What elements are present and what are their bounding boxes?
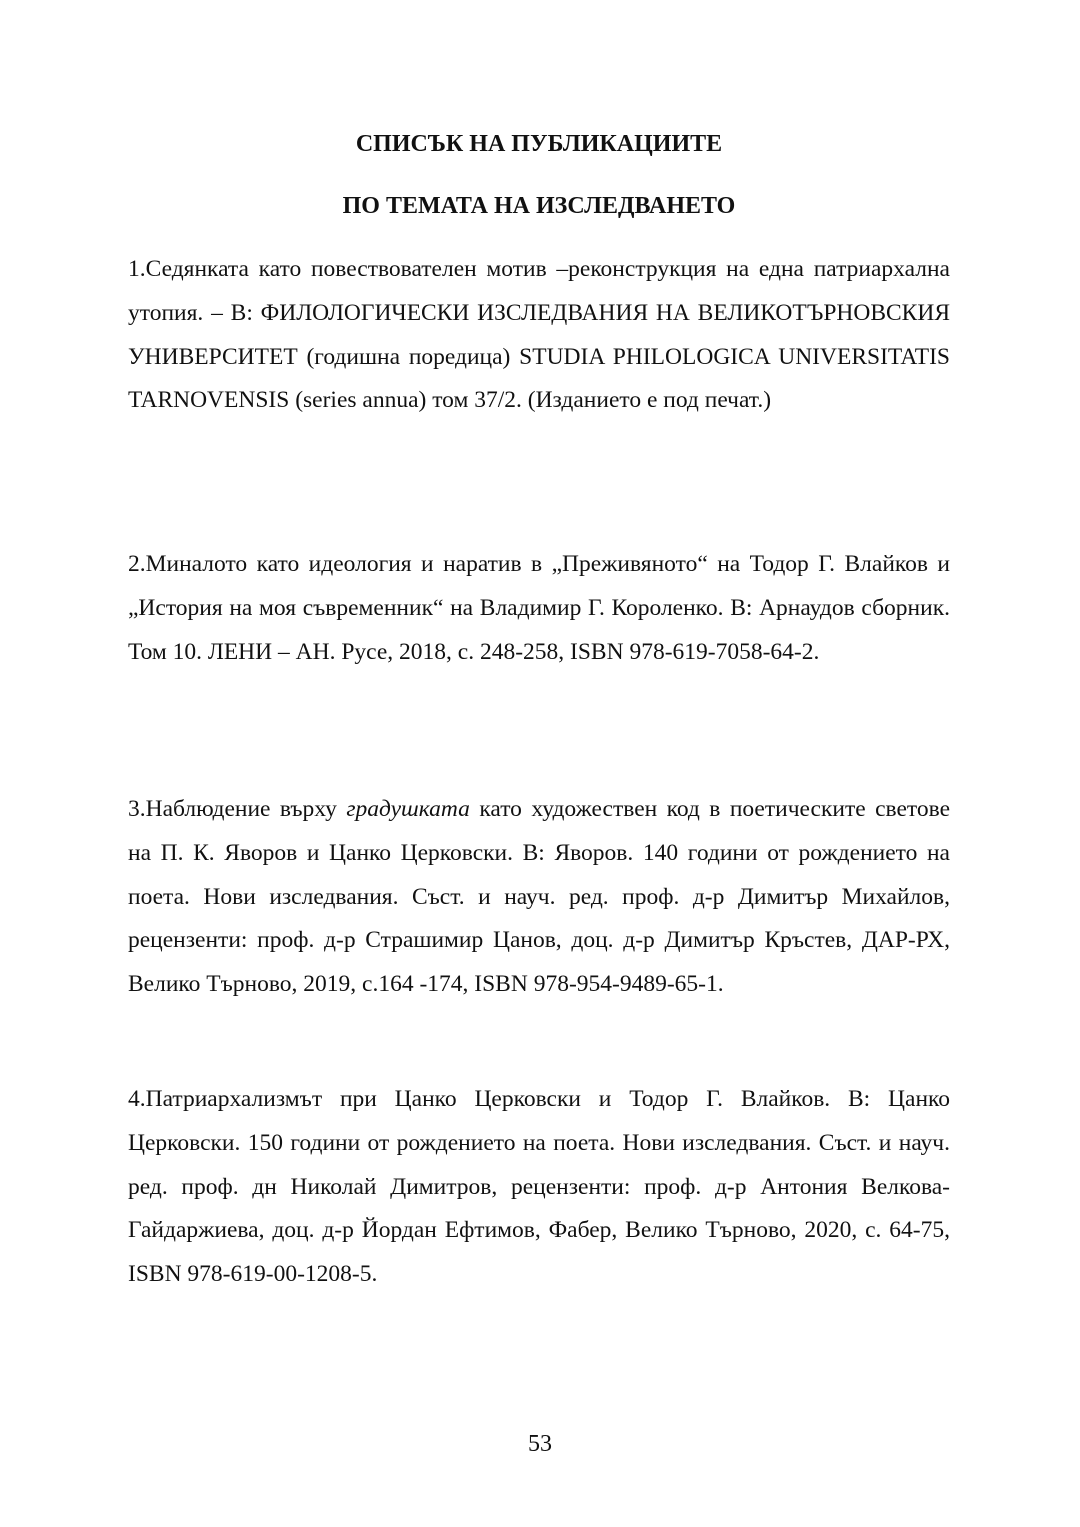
page-subtitle: ПО ТЕМАТА НА ИЗСЛЕДВАНЕТО xyxy=(342,193,736,219)
page-number: 53 xyxy=(528,1431,552,1457)
publication-entry-3-rest: като художествен код в поетическите светове на П. К. Яворов и Цанко Церковски. В: Яворов. 140 години от рождението на поета. Нови изследвания. Съст. и науч. ред. проф. д-р Димитър Михайлов, рецензенти: проф. д-р Страшимир Цанов, доц. д-р Димитър Кръстев, ДАР-РХ, Велико Търново, 2019, с.164 -174, ISBN 978-954-9489-65-1. xyxy=(128,796,951,998)
publication-entry-3 xyxy=(128,788,950,1007)
publication-entry-3-italic-term: градушката xyxy=(346,796,470,822)
publication-entry-4: 4.Патриархализмът при Цанко Церковски и Тодор Г. Влайков. В: Цанко Церковски. 150 години от рождението на поета. Нови изследвания. Съст. и науч. ред. проф. дн Николай Димитров, рецензенти: проф. д-р Антония Велкова-Гайдаржиева, доц. д-р Йордан Ефтимов, Фабер, Велико Търново, 2020, с. 64-75, ISBN 978-619-00-1208-5. xyxy=(128,1086,950,1288)
publication-entry-3-lead: 3.Наблюдение върху xyxy=(128,796,347,822)
page-title: СПИСЪК НА ПУБЛИКАЦИИТЕ xyxy=(355,131,723,157)
publication-entry-1: 1.Седянката като повествователен мотив –реконструкция на една патриархална утопия. – В: ФИЛОЛОГИЧЕСКИ ИЗСЛЕДВАНИЯ НА ВЕЛИКОТЪРНОВСКИЯ УНИВЕРСИТЕТ (годишна поредица) STUDIA PHILOLOGICA UNIVERSITATIS TARNOVENSIS (series annua) том 37/2. (Изданието е под печат.) xyxy=(128,256,950,414)
publication-entry-2: 2.Миналото като идеология и наратив в „Преживяното“ на Тодор Г. Влайков и „История на моя съвременник“ на Владимир Г. Короленко. В: Арнаудов сборник. Том 10. ЛЕНИ – АН. Русе, 2018, с. 248-258, ISBN 978-619-7058-64-2. xyxy=(128,551,950,665)
